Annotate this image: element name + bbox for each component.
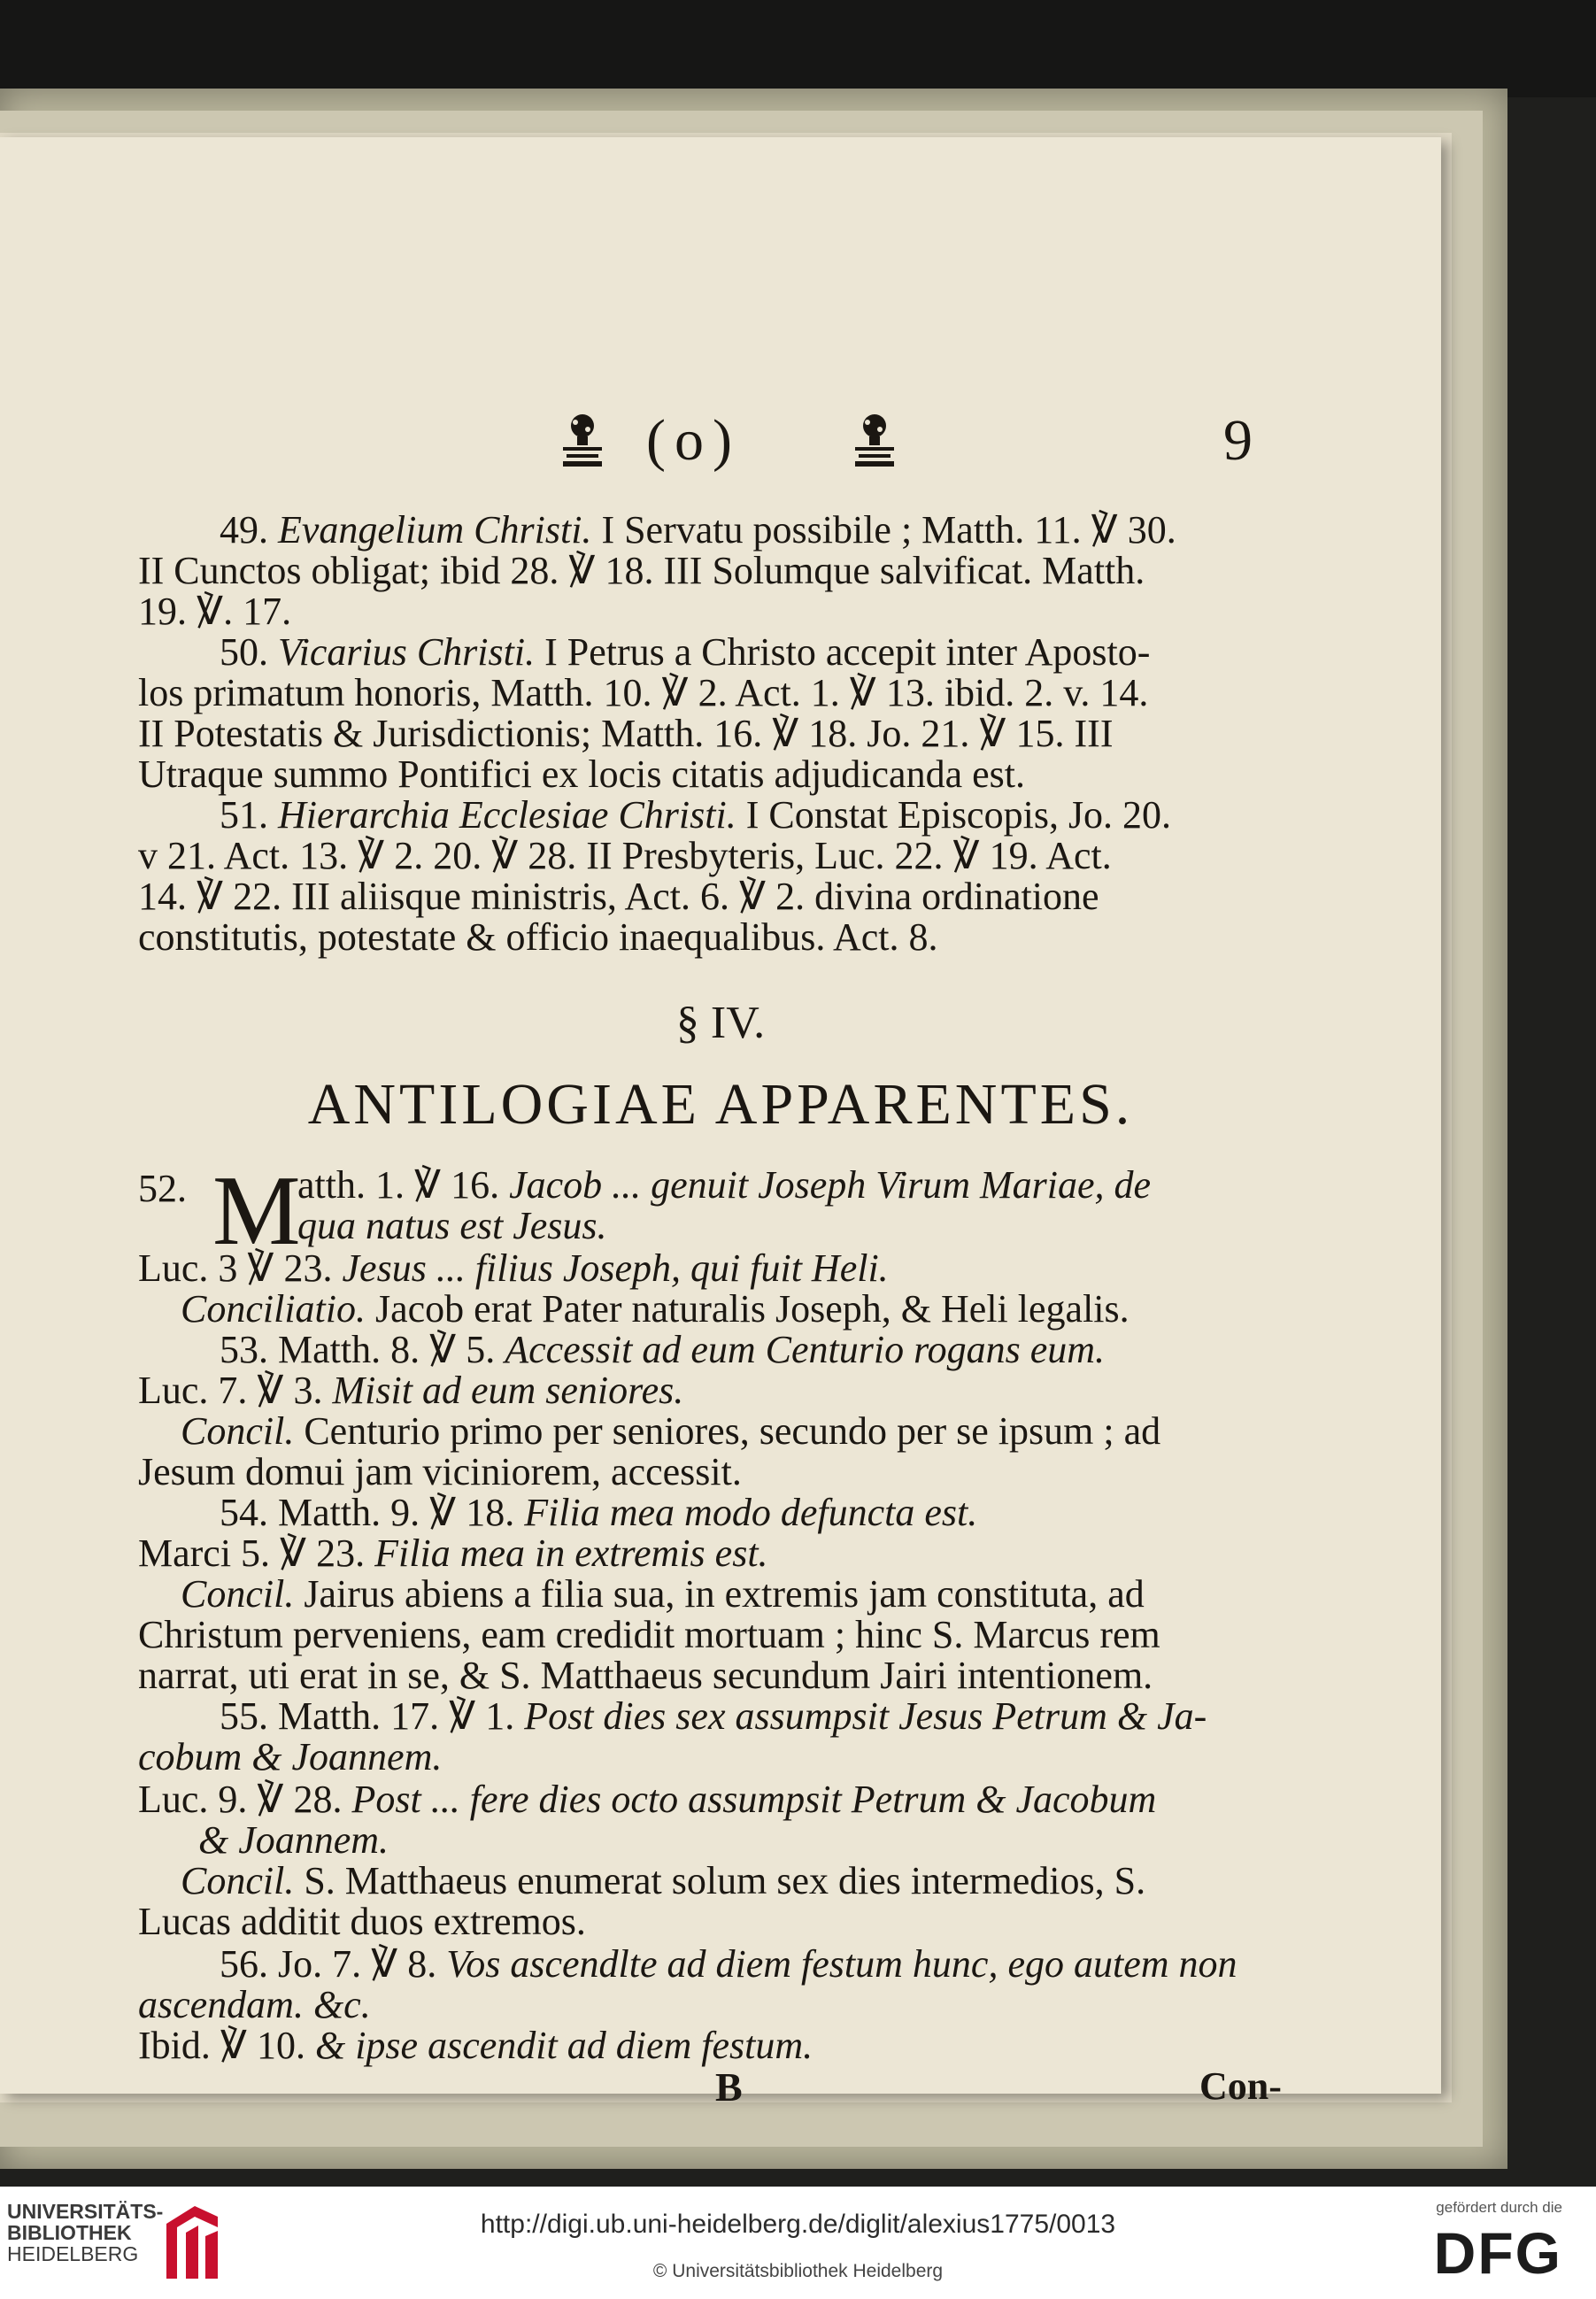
text-span: los primatum honoris, Matth. 10. ℣ 2. Act. 1. ℣ 13. ibid. 2. v. 14. <box>138 671 1149 714</box>
text-span: II Cunctos obligat; ibid 28. ℣ 18. III Solumque salvificat. Matth. <box>138 549 1145 592</box>
dfg-logo: DFG <box>1433 2220 1562 2286</box>
text-span: Jacob erat Pater naturalis Joseph, & Heli legalis. <box>366 1287 1130 1331</box>
text-span: Jesus ... filius Joseph, qui fuit Heli. <box>342 1246 889 1290</box>
text-span: Misit ad eum seniores. <box>332 1369 684 1412</box>
text-span: constitutis, potestate & officio inaequalibus. Act. 8. <box>138 915 938 959</box>
text-span: S. Matthaeus enumerat solum sex dies intermedios, S. <box>294 1859 1146 1902</box>
library-name-line2: BIBLIOTHEK <box>7 2221 132 2244</box>
text-line-l56b <box>138 1983 371 2026</box>
text-span: Evangelium Christi. <box>278 508 592 552</box>
text-span: 55. Matth. 17. ℣ 1. <box>220 1694 525 1738</box>
text-line-l51a <box>220 793 1172 837</box>
text-span: I Constat Episcopis, Jo. 20. <box>736 793 1172 837</box>
text-line-l50b <box>138 671 1149 714</box>
book-page <box>0 137 1441 2110</box>
text-span: Filia mea in extremis est. <box>374 1531 768 1575</box>
text-line-l54c <box>181 1572 1145 1616</box>
text-span: Post dies sex assumpsit Jesus Petrum & Ja- <box>524 1694 1207 1738</box>
text-line-l56a <box>220 1942 1237 1986</box>
library-name-line1: UNIVERSITÄTS- <box>7 2200 164 2223</box>
text-line-l52e <box>181 1287 1130 1331</box>
text-span: Luc. 7. ℣ 3. <box>138 1369 333 1412</box>
permalink[interactable]: http://digi.ub.uni-heidelberg.de/diglit/alexius1775/0013 <box>480 2210 1116 2239</box>
text-line-l53c <box>181 1409 1161 1453</box>
text-span: Luc. 3 ℣ 23. <box>138 1246 343 1290</box>
section-title: ANTILOGIAE APPARENTES. <box>307 1072 1134 1137</box>
text-line-l50c <box>138 714 1113 753</box>
text-span: Jacob ... genuit Joseph Virum Mariae, de <box>509 1163 1152 1207</box>
text-span: Jairus abiens a filia sua, in extremis jam constituta, ad <box>294 1572 1145 1616</box>
drop-capital: M <box>212 1156 301 1266</box>
text-span: Filia mea modo defuncta est. <box>524 1491 978 1534</box>
signature-mark: B <box>715 2064 743 2110</box>
text-line-l54a <box>220 1493 977 1532</box>
running-head-text: (o) <box>646 408 741 473</box>
text-span: Vicarius Christi. <box>278 630 536 674</box>
catchword: Con- <box>1199 2064 1282 2108</box>
scan-top-background <box>0 0 1596 97</box>
text-line-l53a <box>220 1328 1106 1371</box>
text-span: Ibid. ℣ 10. <box>138 2024 315 2067</box>
text-span: I Petrus a Christo accepit inter Aposto- <box>535 630 1151 674</box>
text-span: v 21. Act. 13. ℣ 2. 20. ℣ 28. II Presbyteris, Luc. 22. ℣ 19. Act. <box>138 834 1112 877</box>
text-line-l51c <box>138 877 1099 916</box>
text-line-l55e <box>181 1859 1146 1902</box>
text-span: Christum perveniens, eam credidit mortuam ; hinc S. Marcus rem <box>138 1613 1160 1656</box>
text-span: 52. <box>138 1167 187 1210</box>
text-span: Conciliatio. <box>181 1287 366 1331</box>
library-name-line3: HEIDELBERG <box>7 2242 139 2265</box>
text-span: 54. Matth. 9. ℣ 18. <box>220 1491 525 1534</box>
text-line-l54d <box>138 1613 1160 1656</box>
text-span: ascendam. &c. <box>138 1983 371 2026</box>
text-span: Accessit ad eum Centurio rogans eum. <box>505 1328 1106 1371</box>
text-span: cobum & Joannem. <box>138 1735 443 1778</box>
text-span: Hierarchia Ecclesiae Christi. <box>278 793 736 837</box>
page-number: 9 <box>1223 408 1253 473</box>
funding-note: gefördert durch die <box>1436 2199 1562 2216</box>
text-line-l49c <box>138 592 291 631</box>
text-span: II Potestatis & Jurisdictionis; Matth. 16. ℣ 18. Jo. 21. ℣ 15. III <box>138 712 1114 755</box>
viewer-footer <box>0 2187 1596 2299</box>
text-line-l53d <box>138 1450 742 1493</box>
text-span: & ipse ascendit ad diem festum. <box>314 2024 813 2067</box>
text-span: Lucas additit duos extremos. <box>138 1900 586 1943</box>
text-line-l49a <box>220 508 1176 552</box>
ornament-right-icon <box>850 412 899 472</box>
text-span: Utraque summo Pontifici ex locis citatis adjudicanda est. <box>138 752 1025 796</box>
text-line-l55a <box>220 1694 1207 1738</box>
text-span: narrat, uti erat in se, & S. Matthaeus secundum Jairi intentionem. <box>138 1654 1153 1697</box>
text-span: Centurio primo per seniores, secundo per se ipsum ; ad <box>294 1409 1161 1453</box>
text-span: Marci 5. ℣ 23. <box>138 1531 375 1575</box>
text-line-l51b <box>138 834 1112 877</box>
text-span: 14. ℣ 22. III aliisque ministris, Act. 6. ℣ 2. divina ordinatione <box>138 875 1099 918</box>
text-span: 53. Matth. 8. ℣ 5. <box>220 1328 505 1371</box>
text-span: 56. Jo. 7. ℣ 8. <box>220 1942 447 1986</box>
text-span: Post ... fere dies octo assumpsit Petrum & Jacobum <box>351 1778 1157 1821</box>
text-span: I Servatu possibile ; Matth. 11. ℣ 30. <box>591 508 1176 552</box>
text-span: Concil. <box>181 1572 295 1616</box>
text-line-l55f <box>138 1902 586 1941</box>
text-line-l52c <box>297 1204 607 1247</box>
text-line-l51d <box>138 915 938 959</box>
text-line-l52b <box>297 1163 1152 1207</box>
text-span: Vos ascendlte ad diem festum hunc, ego autem non <box>446 1942 1237 1986</box>
text-line-l53b <box>138 1371 683 1410</box>
text-line-l55d <box>198 1818 389 1862</box>
text-span: Jesum domui jam viciniorem, accessit. <box>138 1450 742 1493</box>
text-line-l56c <box>138 2026 813 2065</box>
ornament-left-icon <box>558 412 607 472</box>
text-span: 49. <box>220 508 278 552</box>
text-line-l54b <box>138 1531 768 1575</box>
text-span: Luc. 9. ℣ 28. <box>138 1778 352 1821</box>
text-span: 19. ℣. 17. <box>138 590 292 633</box>
text-span: 50. <box>220 630 278 674</box>
text-span: 51. <box>220 793 278 837</box>
section-number: § IV. <box>675 998 766 1048</box>
text-line-l55b <box>138 1735 443 1778</box>
text-line-l54e <box>138 1656 1153 1695</box>
text-line-l52a <box>138 1169 187 1208</box>
text-line-l50d <box>138 752 1025 796</box>
text-span: & Joannem. <box>198 1818 389 1862</box>
text-line-l49b <box>138 549 1145 592</box>
copyright-notice: © Universitätsbibliothek Heidelberg <box>652 2261 944 2281</box>
text-span: qua natus est Jesus. <box>297 1204 607 1247</box>
text-span: Concil. <box>181 1859 295 1902</box>
text-line-l50a <box>220 630 1151 674</box>
text-span: Concil. <box>181 1409 295 1453</box>
text-span: atth. 1. ℣ 16. <box>297 1163 510 1207</box>
text-line-l55c <box>138 1780 1156 1819</box>
running-head <box>558 408 1284 474</box>
